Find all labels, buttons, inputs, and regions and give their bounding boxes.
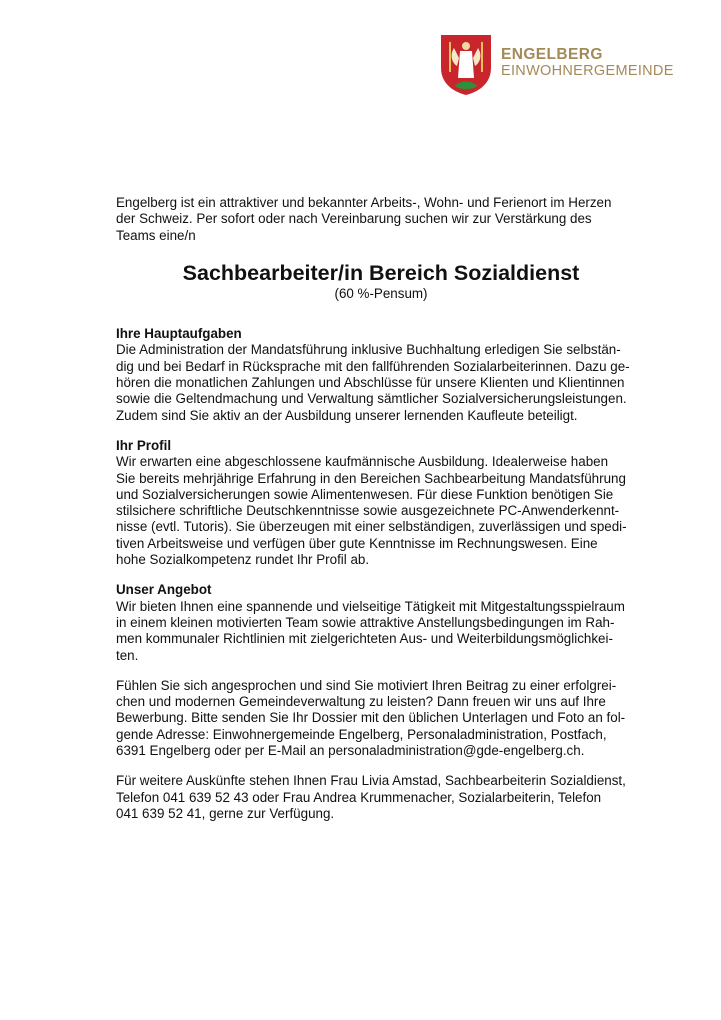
text-line: chen und modernen Gemeindeverwaltung zu leisten? Dann freuen wir uns auf Ihre [116,694,606,710]
logo-name: ENGELBERG [501,46,603,63]
text-line: Sie bereits mehrjährige Erfahrung in den Bereichen Sachbearbeitung Mandatsführung [116,470,626,486]
text-line: in einem kleinen motivierten Team sowie attraktive Anstellungsbedingungen im Rah- [116,614,615,630]
text-line: tiven Arbeitsweise und verfügen über gute Kenntnisse im Rechnungswesen. Eine [116,535,598,551]
text-line: Wir erwarten eine abgeschlossene kaufmännische Ausbildung. Idealerweise haben [116,454,609,470]
application-paragraph [116,678,646,759]
text-line: 041 639 52 41, gerne zur Verfügung. [116,805,335,821]
text-line: Die Administration der Mandatsführung inklusive Buchhaltung erledigen Sie selbstän- [116,342,621,358]
text-line: Bewerbung. Bitte senden Sie Ihr Dossier mit den üblichen Unterlagen und Foto an fol- [116,710,626,726]
job-posting [116,195,646,836]
job-pensum: (60 %-Pensum) [334,285,428,301]
text-line: dig und bei Bedarf in Rücksprache mit den fallführenden Sozialarbeiterinnen. Dazu ge- [116,358,630,374]
section-profile [116,438,646,568]
municipality-logo [440,34,674,98]
text-line: Teams eine/n [116,227,196,243]
text-line: Für weitere Auskünfte stehen Ihnen Frau Livia Amstad, Sachbearbeiterin Sozialdienst, [116,773,626,789]
text-line: Zudem sind Sie aktiv an der Ausbildung unserer lernenden Kaufleute beteiligt. [116,407,578,423]
text-line: hohe Sozialkompetenz rundet Ihr Profil ab. [116,552,370,568]
text-line: nisse (evtl. Tutoris). Sie überzeugen mit einer selbständigen, zuverlässigen und spedi- [116,519,627,535]
section-heading: Ihr Profil [116,437,172,453]
intro-paragraph [116,195,646,244]
section-tasks [116,326,646,424]
contact-paragraph [116,773,646,822]
section-heading: Unser Angebot [116,582,212,598]
section-body [116,454,646,568]
text-line: stilsichere schriftliche Deutschkenntnisse sowie ausgezeichnete PC-Anwenderkennt- [116,503,620,519]
logo-subtitle: EINWOHNERGEMEINDE [501,63,674,79]
text-line: der Schweiz. Per sofort oder nach Vereinbarung suchen wir zur Verstärkung des [116,211,592,227]
text-line: Telefon 041 639 52 43 oder Frau Andrea Krummenacher, Sozialarbeiterin, Telefon [116,789,602,805]
engelberg-coat-of-arms-icon [440,34,492,96]
section-offer [116,582,646,663]
text-line: men kommunaler Richtlinien mit zielgerichteten Aus- und Weiterbildungsmöglichkei- [116,631,613,647]
text-line: und Sozialversicherungen sowie Alimentenwesen. Für diese Funktion benötigen Sie [116,486,614,502]
text-line: ten. [116,647,139,663]
text-line: Fühlen Sie sich angesprochen und sind Sie motiviert Ihren Beitrag zu einer erfolgrei- [116,677,617,693]
text-line: 6391 Engelberg oder per E-Mail an personaladministration@gde-engelberg.ch. [116,743,585,759]
section-body [116,342,646,423]
job-title: Sachbearbeiter/in Bereich Sozialdienst [182,260,580,285]
text-line: Wir bieten Ihnen eine spannende und vielseitige Tätigkeit mit Mitgestaltungsspielraum [116,598,625,614]
text-line: gende Adresse: Einwohnergemeinde Engelberg, Personaladministration, Postfach, [116,726,607,742]
section-heading: Ihre Hauptaufgaben [116,326,242,342]
text-line: sowie die Geltendmachung und Verwaltung sämtlicher Sozialversicherungsleistungen. [116,391,627,407]
text-line: hören die monatlichen Zahlungen und Abschlüsse für unsere Klienten und Klientinnen [116,375,625,391]
text-line: Engelberg ist ein attraktiver und bekannter Arbeits-, Wohn- und Ferienort im Herzen [116,195,612,210]
section-body [116,599,646,664]
